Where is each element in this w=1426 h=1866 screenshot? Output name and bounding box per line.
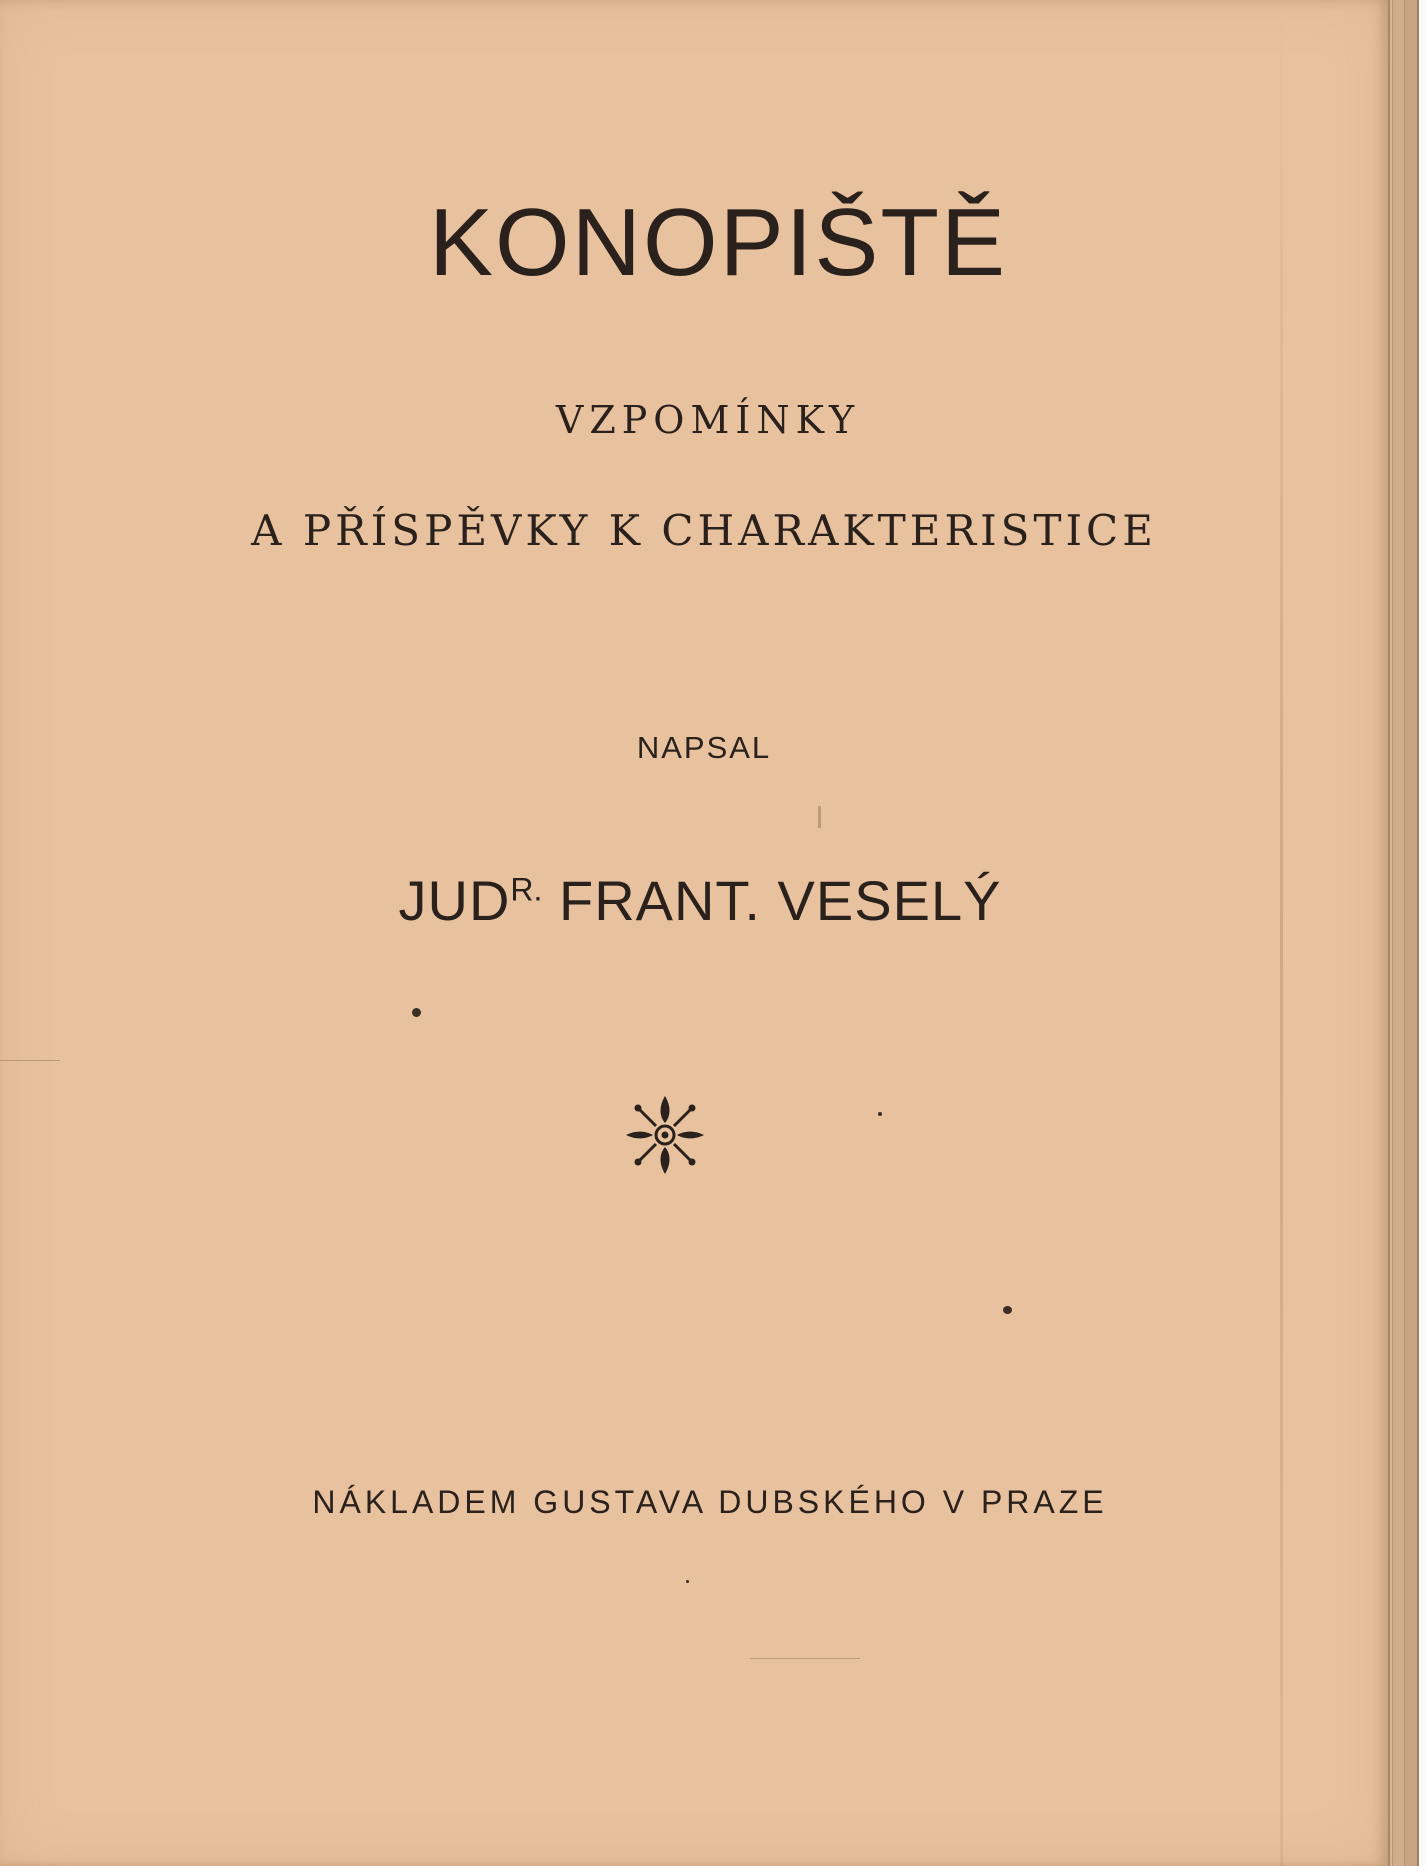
subtitle-line-2: A PŘÍSPĚVKY K CHARAKTERISTICE: [251, 506, 1157, 555]
paper-speck: [412, 1008, 421, 1017]
book-title: KONOPIŠTĚ: [428, 189, 1008, 296]
byline-label: NAPSAL: [636, 730, 772, 765]
floral-asterisk-ornament-icon: [620, 1090, 710, 1180]
paper-speck: [1003, 1306, 1012, 1314]
paper-mark: [750, 1658, 860, 1659]
author-prefix: JUD: [398, 869, 511, 932]
paper-mark: [0, 1060, 60, 1061]
author-line: [6, 868, 1394, 933]
paper-speck: [686, 1580, 689, 1583]
publisher-line: NÁKLADEM GUSTAVA DUBSKÉHO V PRAZE: [312, 1484, 1108, 1520]
paper-mark: [818, 806, 821, 828]
author-name: FRANT. VESELÝ: [558, 869, 1002, 932]
paper-speck: [878, 1112, 882, 1116]
author-prefix-superscript: R.: [510, 871, 543, 908]
subtitle-line-1: VZPOMÍNKY: [555, 398, 861, 442]
